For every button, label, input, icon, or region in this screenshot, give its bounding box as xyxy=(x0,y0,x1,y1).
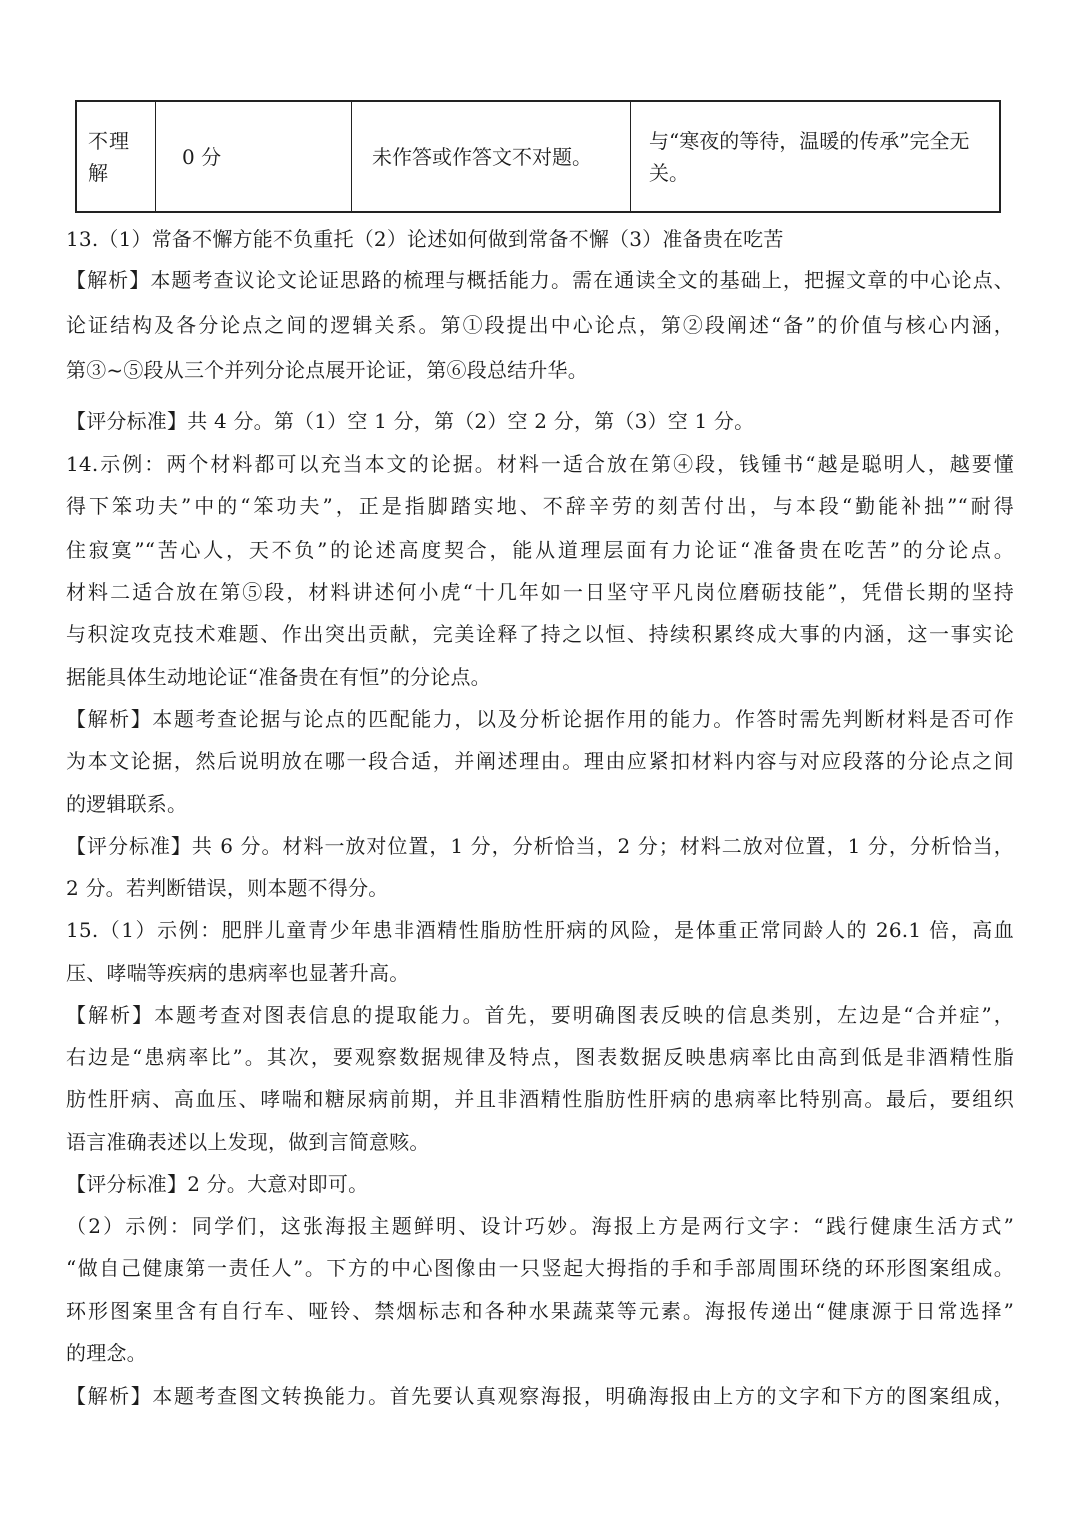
text-line: 住寂寞”“苦心人，天不负”的论述高度契合，能从道理层面有力论证“准备贵在吃苦”的分论点。 xyxy=(66,538,1014,562)
text-line: 压、哮喘等疾病的患病率也显著升高。 xyxy=(66,961,410,985)
text-line: 14.示例：两个材料都可以充当本文的论据。材料一适合放在第④段，钱锺书“越是聪明人，越要懂 xyxy=(66,452,1014,476)
table-cell-level xyxy=(77,102,156,211)
text-line: 2 分。若判断错误，则本题不得分。 xyxy=(66,876,389,900)
text-line: （2）示例：同学们，这张海报主题鲜明、设计巧妙。海报上方是两行文字：“践行健康生活方式” xyxy=(66,1214,1014,1238)
text-line: 【评分标准】共 6 分。材料一放对位置，1 分，分析恰当，2 分；材料二放对位置，1 分，分析恰当， xyxy=(66,834,1014,858)
text-line: 据能具体生动地论证“准备贵在有恒”的分论点。 xyxy=(66,665,491,689)
text-line: 肪性肝病、高血压、哮喘和糖尿病前期，并且非酒精性脂肪性肝病的患病率比特别高。最后，要组织 xyxy=(66,1087,1014,1111)
text-line: 右边是“患病率比”。其次，要观察数据规律及特点，图表数据反映患病率比由高到低是非酒精性脂 xyxy=(66,1045,1014,1069)
content-text: 未作答或作答文不对题。 xyxy=(372,144,592,169)
text-line: 13.（1）常备不懈方能不负重托（2）论述如何做到常备不懈（3）准备贵在吃苦 xyxy=(66,227,784,251)
desc-text: 与“寒夜的等待，温暖的传承”完全无关。 xyxy=(649,128,970,185)
text-line: 第③~⑤段从三个并列分论点展开论证，第⑥段总结升华。 xyxy=(66,358,588,382)
text-line: 得下笨功夫”中的“笨功夫”，正是指脚踏实地、不辞辛劳的刻苦付出，与本段“勤能补拙”“耐得 xyxy=(66,494,1014,518)
level-text: 不理解 xyxy=(88,128,130,185)
text-line: 【解析】本题考查图文转换能力。首先要认真观察海报，明确海报由上方的文字和下方的图案组成， xyxy=(66,1384,1014,1408)
text-line: 【解析】本题考查议论文论证思路的梳理与概括能力。需在通读全文的基础上，把握文章的中心论点、 xyxy=(66,268,1014,292)
table-cell-desc xyxy=(631,102,999,211)
text-line: 材料二适合放在第⑤段，材料讲述何小虎“十几年如一日坚守平凡岗位磨砺技能”，凭借长期的坚持 xyxy=(66,580,1014,604)
text-line: 的理念。 xyxy=(66,1341,147,1365)
text-line: 的逻辑联系。 xyxy=(66,792,188,816)
text-line: 为本文论据，然后说明放在哪一段合适，并阐述理由。理由应紧扣材料内容与对应段落的分论点之间 xyxy=(66,749,1014,773)
text-line: 15.（1）示例：肥胖儿童青少年患非酒精性脂肪性肝病的风险，是体重正常同龄人的 26.1 倍，高血 xyxy=(66,918,1014,942)
table-cell-content xyxy=(352,102,631,211)
text-line: “做自己健康第一责任人”。下方的中心图像由一只竖起大拇指的手和手部周围环绕的环形图案组成。 xyxy=(66,1256,1014,1280)
text-line: 环形图案里含有自行车、哑铃、禁烟标志和各种水果蔬菜等元素。海报传递出“健康源于日常选择” xyxy=(66,1299,1014,1323)
text-line: 【解析】本题考查对图表信息的提取能力。首先，要明确图表反映的信息类别，左边是“合并症”， xyxy=(66,1003,1014,1027)
text-line: 语言准确表述以上发现，做到言简意赅。 xyxy=(66,1130,430,1154)
text-line: 【解析】本题考查论据与论点的匹配能力，以及分析论据作用的能力。作答时需先判断材料是否可作 xyxy=(66,707,1014,731)
score-table xyxy=(75,100,1001,213)
text-line: 【评分标准】2 分。大意对即可。 xyxy=(66,1172,369,1196)
table-cell-score xyxy=(156,102,352,211)
text-line: 论证结构及各分论点之间的逻辑关系。第①段提出中心论点，第②段阐述“备”的价值与核心内涵， xyxy=(66,313,1014,337)
text-line: 与积淀攻克技术难题、作出突出贡献，完美诠释了持之以恒、持续积累终成大事的内涵，这一事实论 xyxy=(66,622,1014,646)
score-text: 0 分 xyxy=(182,144,222,169)
text-line: 【评分标准】共 4 分。第（1）空 1 分，第（2）空 2 分，第（3）空 1 分。 xyxy=(66,409,755,433)
